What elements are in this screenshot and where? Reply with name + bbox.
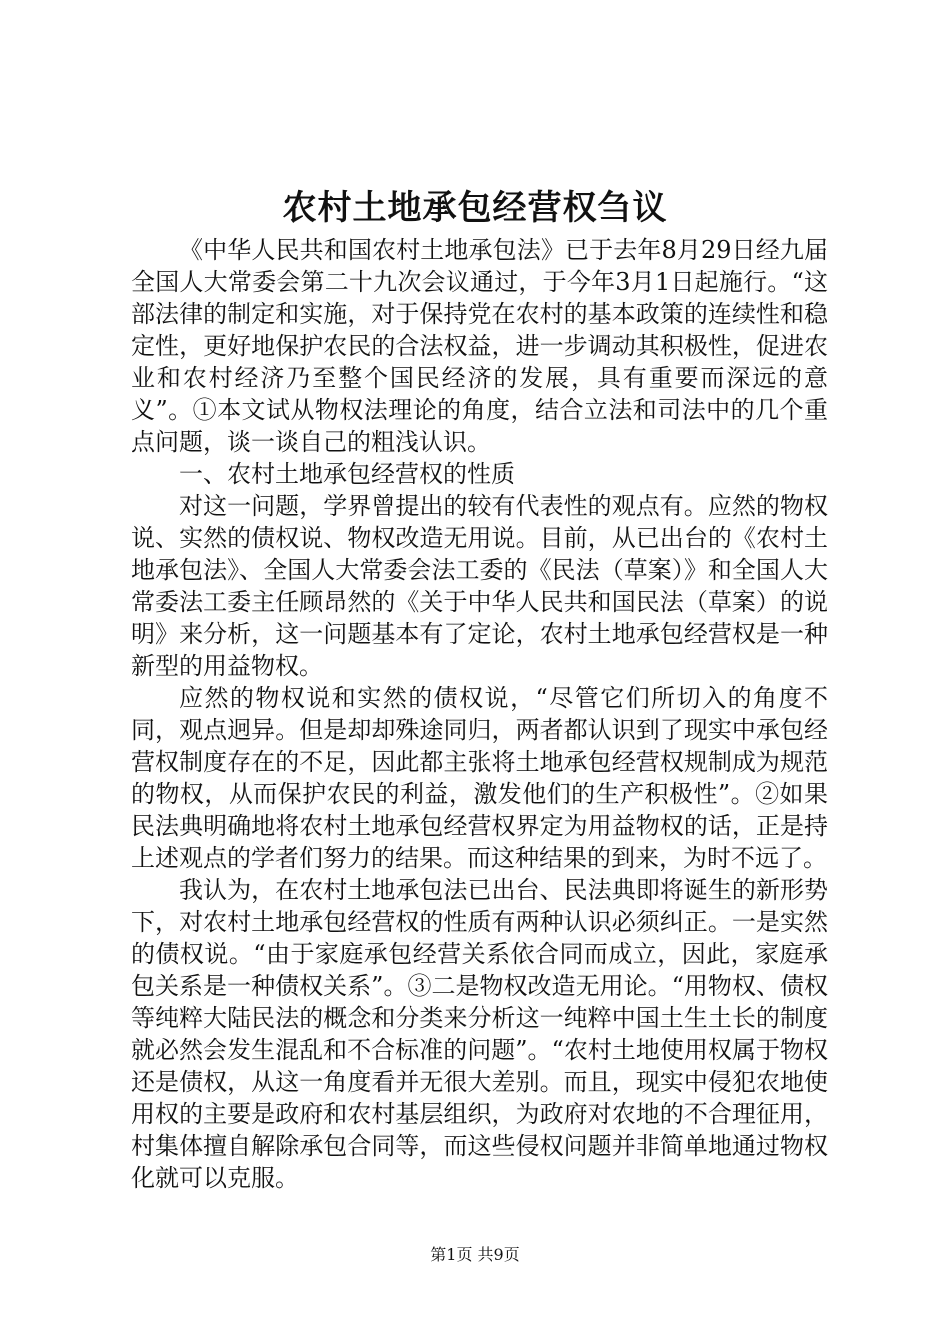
document-body (131, 234, 828, 1194)
page-number-footer: 第1页 共9页 (430, 1245, 520, 1264)
paragraph-analysis: 应然的物权说和实然的债权说，“尽管它们所切入的角度不同，观点迥异。但是却却殊途同归，两者都认识到了现实中承包经营权制度存在的不足，因此都主张将土地承包经营权规制成为规范的物权，从而保护农民的利益，激发他们的生产积极性”。②如果民法典明确地将农村土地承包经营权界定为用益物权的话，正是持上述观点的学者们努力的结果。而这种结果的到来，为时不远了。 (131, 684, 828, 872)
paragraph-views: 对这一问题，学界曾提出的较有代表性的观点有。应然的物权说、实然的债权说、物权改造无用说。目前，从已出台的《农村土地承包法》、全国人大常委会法工委的《民法（草案）》和全国人大常委法工委主任顾昂然的《关于中华人民共和国民法（草案）的说明》来分析，这一问题基本有了定论，农村土地承包经营权是一种新型的用益物权。 (131, 492, 828, 680)
section-heading: 一、农村土地承包经营权的性质 (179, 460, 515, 488)
paragraph-intro: 《中华人民共和国农村土地承包法》已于去年8月29日经九届全国人大常委会第二十九次会议通过，于今年3月1日起施行。“这部法律的制定和实施，对于保持党在农村的基本政策的连续性和稳定性，更好地保护农民的合法权益，进一步调动其积极性，促进农业和农村经济乃至整个国民经济的发展，具有重要而深远的意义”。①本文试从物权法理论的角度，结合立法和司法中的几个重点问题，谈一谈自己的粗浅认识。 (131, 236, 828, 456)
paragraph-opinion: 我认为，在农村土地承包法已出台、民法典即将诞生的新形势下，对农村土地承包经营权的性质有两种认识必须纠正。一是实然的债权说。“由于家庭承包经营关系依合同而成立，因此，家庭承包关系是一种债权关系”。③二是物权改造无用论。“用物权、债权等纯粹大陆民法的概念和分类来分析这一纯粹中国土生土长的制度就必然会发生混乱和不合标准的问题”。“农村土地使用权属于物权还是债权，从这一角度看并无很大差别。而且，现实中侵犯农地使用权的主要是政府和农村基层组织，为政府对农地的不合理征用，村集体擅自解除承包合同等，而这些侵权问题并非简单地通过物权化就可以克服。 (131, 876, 828, 1192)
document-title: 农村土地承包经营权刍议 (282, 188, 668, 228)
